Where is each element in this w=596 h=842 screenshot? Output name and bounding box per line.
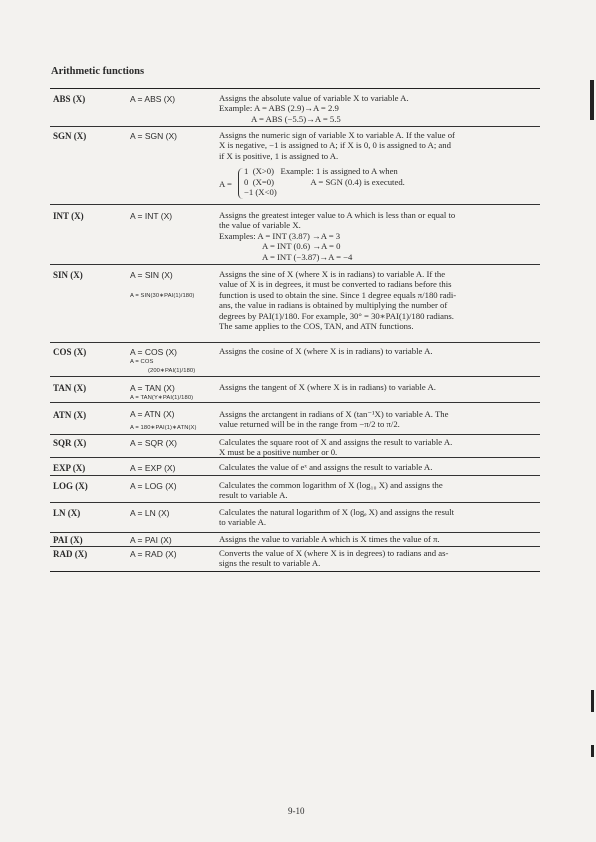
row-divider	[50, 475, 540, 476]
function-name: COS (X)	[53, 347, 87, 357]
case-lhs: A =	[219, 179, 232, 189]
description-line: to variable A.	[219, 517, 267, 528]
syntax: A = ATN (X)	[130, 409, 175, 419]
row-divider	[50, 204, 540, 205]
function-name: PAI (X)	[53, 535, 83, 545]
description-line: A = ABS (−5.5)→A = 5.5	[251, 113, 341, 124]
description-line: A = INT (−3.87)→A = −4	[262, 251, 353, 262]
syntax-example: A = SIN(30∗PAI(1)/180)	[130, 293, 195, 299]
description-line: Converts the value of X (where X is in degrees) to radians and as-	[219, 548, 449, 558]
row-divider	[50, 342, 540, 343]
description-line: Assigns the absolute value of variable X to variable A.	[219, 93, 409, 103]
syntax: A = ABS (X)	[130, 94, 176, 104]
table-top-rule	[50, 88, 540, 89]
row-divider	[50, 402, 540, 403]
description-line: X must be a positive number or 0.	[219, 447, 338, 458]
case-line: 1 (X>0) Example: 1 is assigned to A when	[244, 166, 398, 176]
description-line: A = INT (0.6) →A = 0	[262, 241, 341, 252]
function-description	[219, 534, 537, 544]
function-name: RAD (X)	[53, 549, 88, 559]
function-name: INT (X)	[53, 211, 84, 221]
description-line: degrees by PAI(1)/180. For example, 30° = 30∗PAI(1)/180 radians.	[219, 310, 454, 321]
description-line: signs the result to variable A.	[219, 558, 321, 569]
row-divider	[50, 532, 540, 533]
row-divider	[50, 376, 540, 377]
description-line: value of X is in degrees, it must be converted to radians before this	[219, 279, 452, 290]
function-description	[219, 462, 537, 472]
syntax: A = LN (X)	[130, 508, 170, 518]
description-line: Examples: A = INT (3.87) →A = 3	[219, 230, 341, 241]
function-name: LN (X)	[53, 508, 81, 518]
description-line: Assigns the greatest integer value to A which is less than or equal to	[219, 210, 456, 220]
function-description	[219, 130, 537, 161]
function-name: SQR (X)	[53, 438, 87, 448]
scan-edge-mark	[590, 80, 594, 120]
description-line: Assigns the cosine of X (where X is in radians) to variable A.	[219, 346, 433, 356]
function-name: TAN (X)	[53, 383, 87, 393]
syntax: A = EXP (X)	[130, 463, 176, 473]
function-description	[219, 409, 537, 430]
description-line: Calculates the square root of X and assigns the result to variable A.	[219, 437, 453, 447]
description-line: Calculates the natural logarithm of X (logₑ X) and assigns the result	[219, 507, 455, 517]
syntax: A = SGN (X)	[130, 131, 177, 141]
description-line: value returned will be in the range from −π/2 to π/2.	[219, 419, 400, 430]
scan-edge-mark	[591, 745, 594, 757]
description-line: Assigns the sine of X (where X is in radians) to variable A. If the	[219, 269, 446, 279]
function-name: LOG (X)	[53, 481, 88, 491]
syntax-example: A = 180∗PAI(1)∗ATN(X)	[130, 425, 197, 431]
description-line: Assigns the arctangent in radians of X (tan⁻¹X) to variable A. The	[219, 409, 449, 419]
row-divider	[50, 546, 540, 547]
description-line: Calculates the value of eˣ and assigns the result to variable A.	[219, 462, 433, 472]
case-list	[244, 166, 405, 198]
description-line: Assigns the value to variable A which is X times the value of π.	[219, 534, 440, 544]
syntax: A = RAD (X)	[130, 549, 177, 559]
syntax: A = SIN (X)	[130, 270, 173, 280]
function-description	[219, 93, 537, 124]
syntax-example: (200∗PAI(1)/180)	[148, 368, 196, 374]
row-divider	[50, 434, 540, 435]
function-description	[219, 382, 537, 392]
description-line: the value of variable X.	[219, 220, 301, 231]
syntax: A = TAN (X)	[130, 383, 175, 393]
syntax: A = INT (X)	[130, 211, 173, 221]
table-bottom-rule	[50, 571, 540, 572]
syntax: A = LOG (X)	[130, 481, 177, 491]
function-description	[219, 210, 537, 262]
case-line: −1 (X<0)	[244, 187, 277, 198]
syntax: A = COS (X)	[130, 347, 177, 357]
function-description	[219, 437, 537, 458]
function-name: SGN (X)	[53, 131, 87, 141]
syntax: A = SQR (X)	[130, 438, 177, 448]
function-description	[219, 269, 537, 331]
description-line: result to variable A.	[219, 490, 288, 501]
description-line: The same applies to the COS, TAN, and ATN functions.	[219, 321, 414, 332]
row-divider	[50, 126, 540, 127]
function-name: ATN (X)	[53, 410, 87, 420]
function-name: EXP (X)	[53, 463, 86, 473]
description-line: ans, the value in radians is obtained by multiplying the number of	[219, 300, 448, 311]
section-title: Arithmetic functions	[51, 66, 145, 77]
description-line: function is used to obtain the sine. Since 1 degree equals π/180 radi-	[219, 289, 457, 300]
page-number: 9-10	[288, 806, 305, 816]
description-line: Assigns the numeric sign of variable X to variable A. If the value of	[219, 130, 455, 140]
description-line: Assigns the tangent of X (where X is in radians) to variable A.	[219, 382, 436, 392]
description-line: X is negative, −1 is assigned to A; if X is 0, 0 is assigned to A; and	[219, 140, 451, 151]
syntax-example: A = COS	[130, 359, 154, 365]
function-description	[219, 507, 537, 528]
description-line: Example: A = ABS (2.9)→A = 2.9	[219, 103, 339, 114]
case-line: 0 (X=0) A = SGN (0.4) is executed.	[244, 176, 405, 187]
syntax-example: A = TAN(Y∗PAI(1)/180)	[130, 395, 194, 401]
row-divider	[50, 502, 540, 503]
syntax: A = PAI (X)	[130, 535, 172, 545]
function-description	[219, 548, 537, 569]
function-name: SIN (X)	[53, 270, 83, 280]
function-description	[219, 480, 537, 501]
scan-edge-mark	[591, 690, 594, 712]
description-line: if X is positive, 1 is assigned to A.	[219, 150, 339, 161]
function-name: ABS (X)	[53, 94, 86, 104]
function-description	[219, 346, 537, 356]
row-divider	[50, 264, 540, 265]
description-line: Calculates the common logarithm of X (log₁₀ X) and assigns the	[219, 480, 443, 490]
